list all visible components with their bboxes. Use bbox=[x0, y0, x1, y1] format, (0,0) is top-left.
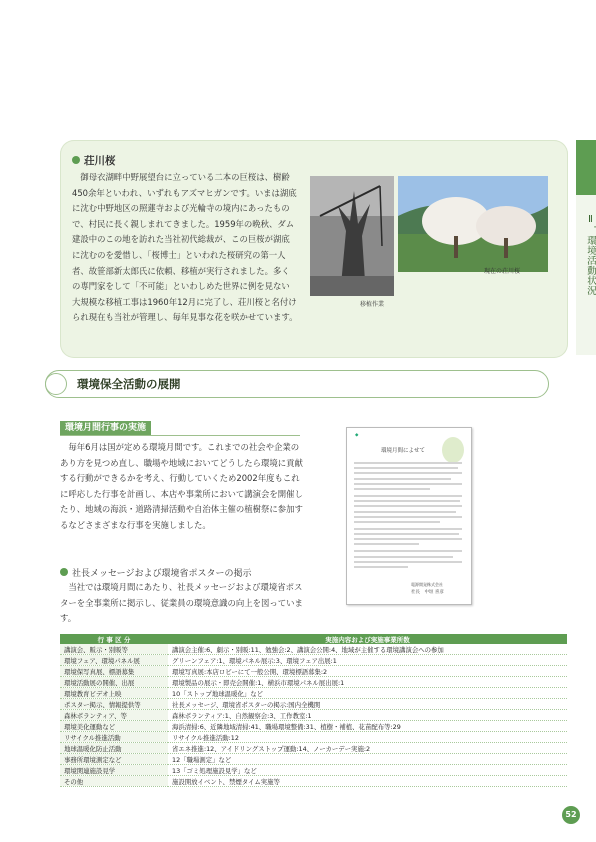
message-company: 電源開発株式会社 bbox=[411, 582, 443, 587]
present-sakura-photo bbox=[398, 176, 548, 272]
row-details: 社長メッセージ、環境省ポスターの掲示:国内全機関 bbox=[168, 699, 567, 710]
header-category: 行 事 区 分 bbox=[60, 634, 168, 644]
table-row bbox=[60, 666, 567, 677]
row-category: 環境教育ビデオ上映 bbox=[60, 688, 168, 699]
row-details: 海浜清掃:6、近隣地域清掃:41、職場環境整備:31、植樹・補植、花苗配布等:29 bbox=[168, 721, 567, 732]
row-details: 13「ゴミ処理施設見学」など bbox=[168, 765, 567, 776]
poster-heading-text: 社長メッセージおよび環境省ポスターの掲示 bbox=[72, 569, 252, 579]
row-category: 森林ボランティア、等 bbox=[60, 710, 168, 721]
monthly-events-heading: 環境月間行事の実施 bbox=[60, 421, 151, 435]
table-row bbox=[60, 688, 567, 699]
row-category: 環境保写真展、標語募集 bbox=[60, 666, 168, 677]
monthly-events-underline bbox=[60, 435, 300, 436]
table-row bbox=[60, 644, 567, 655]
row-category: その他 bbox=[60, 776, 168, 787]
present-sakura-caption: 現在の荘川桜 bbox=[484, 268, 521, 275]
poster-paragraph: 当社では環境月間にあたり、社長メッセージおよび環境省ポスターを全事業所に掲示し、従業員の環境意識の向上を図っています。 bbox=[60, 582, 303, 624]
page-number: 52 bbox=[562, 806, 580, 824]
table-row bbox=[60, 710, 567, 721]
table-row bbox=[60, 677, 567, 688]
table-row bbox=[60, 754, 567, 765]
shokawa-sakura-title-text: 荘川桜 bbox=[84, 155, 116, 167]
row-details: 環境写真展:本店ロビーにて一般公開、環境標語募集:2 bbox=[168, 666, 567, 677]
row-category: ポスター掲示、情報提供等 bbox=[60, 699, 168, 710]
message-body-lines bbox=[354, 462, 462, 571]
row-category: 環境美化運動など bbox=[60, 721, 168, 732]
transplant-caption: 移植作業 bbox=[360, 301, 385, 308]
bullet-dot-icon bbox=[60, 568, 68, 576]
row-details: 12「職場測定」など bbox=[168, 754, 567, 765]
present-sakura-drawing bbox=[398, 176, 548, 272]
row-category: 講演会、販示・別販等 bbox=[60, 644, 168, 655]
shokawa-sakura-paragraph: 御母衣湖畔中野展望台に立っている二本の巨桜は、樹齢450余年といわれ、いずれもアズマヒガンです。いまは湖底に沈む中野地区の照蓮寺および光輪寺の境内にあったもので、村民に長く親しまれてきました。1959年の晩秋、ダム建設中のこの地を訪れた当社初代総裁が、この巨桜が湖底に沈むのを愛惜し、「桜博士」といわれた桜研究の第一人者、故笹部新太郎氏に依頼、移植が実行されました。多くの専門家をして「不可能」といわしめた世界に例を見ない大規模な移植工事は1960年12月に完了し、荘川桜と名付けられ現在も当社が管理し、毎年見事な花を咲かせています。 bbox=[72, 172, 298, 323]
shokawa-sakura-title bbox=[72, 153, 116, 168]
environment-mark-icon bbox=[442, 437, 464, 463]
transplant-photo bbox=[310, 176, 394, 296]
section-heading: 環境保全活動の展開 bbox=[77, 377, 181, 391]
row-details: 環境製品の展示・即売会開催:1、横浜市環境パネル展出展:1 bbox=[168, 677, 567, 688]
row-category: 事務所環境測定など bbox=[60, 754, 168, 765]
bullet-dot-icon bbox=[72, 156, 80, 164]
row-details: 省エネ推進:12、アイドリングストップ運動:14、ノーカーデー実施:2 bbox=[168, 743, 567, 754]
poster-text bbox=[60, 580, 306, 627]
row-details: 施設開放イベント、禁煙タイム実施等 bbox=[168, 776, 567, 787]
row-category: 環境フェア、環境パネル展 bbox=[60, 655, 168, 666]
row-details: リサイクル推進活動:12 bbox=[168, 732, 567, 743]
table-row bbox=[60, 699, 567, 710]
row-category: 地球温暖化防止活動 bbox=[60, 743, 168, 754]
message-title: 環境月間によせて bbox=[381, 448, 426, 454]
row-details: 講演会主催:6、劇示・別販:11、勉強会:2、講演会公開:4、地域が主催する環境講演会への参加 bbox=[168, 644, 567, 655]
row-details: 10「ストップ地球温暖化」など bbox=[168, 688, 567, 699]
header-details: 実施内容および実施事業所数 bbox=[168, 634, 567, 644]
transplant-photo-drawing bbox=[310, 176, 394, 296]
row-category: 環境関連施設見学 bbox=[60, 765, 168, 776]
events-table bbox=[60, 634, 567, 787]
row-category: リサイクル推進活動 bbox=[60, 732, 168, 743]
table-row bbox=[60, 776, 567, 787]
company-logo-icon: ◆ bbox=[355, 433, 359, 438]
table-row bbox=[60, 765, 567, 776]
row-details: グリーンフェア:1、環境パネル展示:3、環境フェア出展:1 bbox=[168, 655, 567, 666]
message-signature: 社長 中垣 喜彦 bbox=[411, 590, 444, 595]
table-row bbox=[60, 655, 567, 666]
table-row bbox=[60, 732, 567, 743]
shokawa-sakura-text bbox=[72, 170, 298, 326]
table-row bbox=[60, 743, 567, 754]
monthly-events-paragraph: 毎年6月は国が定める環境月間です。これまでの社会や企業のあり方を見つめ直し、職場や地域においてどうしたら環境に貢献する行動ができるかを考え、行動していくため2002年度もこれに呼応した行事を計画し、本店や事業所において講演会を開催したり、地域の海浜・道路清掃活動や自治体主催の植樹祭に参加するなどさまざまな行事を実施しました。 bbox=[60, 442, 303, 530]
row-details: 森林ボランティア:1、自然観察会:3、工作教室:1 bbox=[168, 710, 567, 721]
chapter-label: Ⅱ．環境活動状況 bbox=[585, 214, 596, 296]
monthly-events-text bbox=[60, 440, 306, 534]
row-category: 環境活動展の開催、出展 bbox=[60, 677, 168, 688]
events-table-header bbox=[60, 634, 567, 644]
table-row bbox=[60, 721, 567, 732]
chapter-tab bbox=[576, 140, 596, 195]
poster-heading bbox=[60, 566, 251, 579]
